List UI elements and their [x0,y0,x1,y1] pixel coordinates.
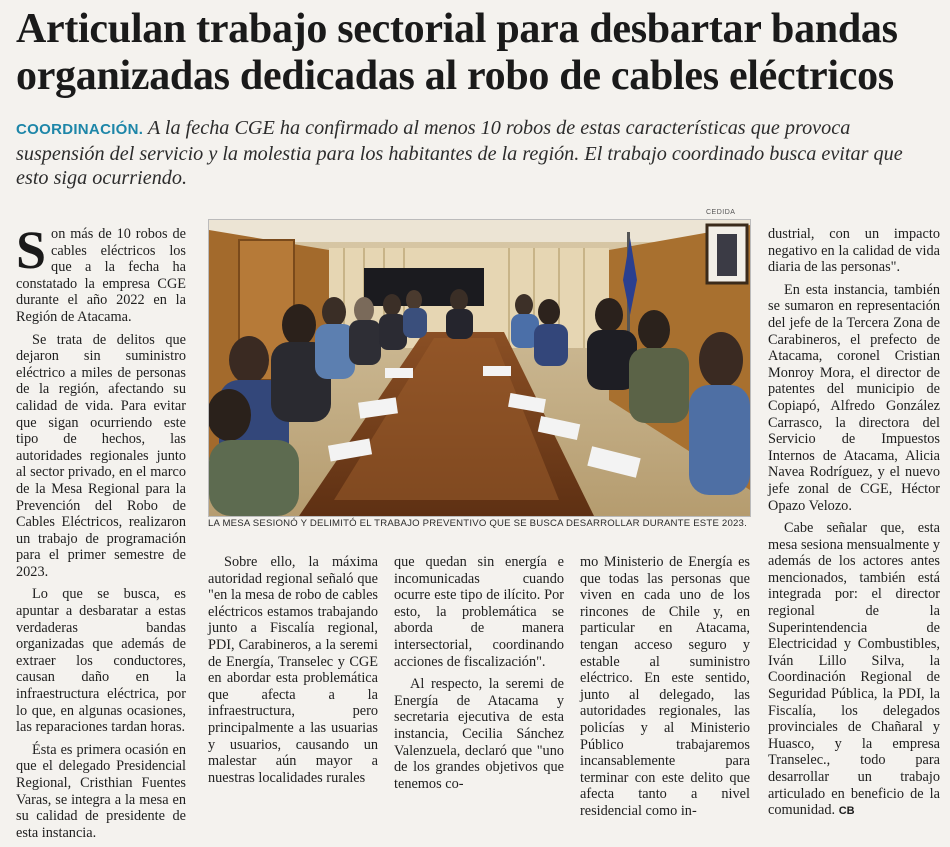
lead-paragraph [16,116,936,190]
paragraph: Se trata de delitos que dejaron sin suministro eléctrico a miles de personas de la región, afectando su calidad de vida. Para evitar que sigan ocurriendo este tipo de hechos, las autoridades regionales junto al sector privado, en el marco de la Mesa Regional para la Prevención del Robo de Cables Eléctricos, realizaron un trabajo de programación para el primer semestre de 2023. [16,331,186,580]
photo-credit: CEDIDA [706,209,736,216]
lead-kicker: COORDINACIÓN. [16,121,144,138]
article-column-2 [208,554,378,792]
meeting-photo-illustration [209,220,750,516]
headline-line-2: organizadas dedicadas al robo de cables eléctricos [16,53,894,99]
article-column-3 [394,554,564,798]
photo-caption: LA MESA SESIONÓ Y DELIMITÓ EL TRABAJO PREVENTIVO QUE SE BUSCA DESARROLLAR DURANTE ESTE 2023. [208,518,747,529]
paragraph: Al respecto, la seremi de Energía de Atacama y secretaria ejecutiva de esta instancia, Cecilia Sánchez Valenzuela, declaró que "uno de los grandes objetivos que tenemos co- [394,676,564,792]
paragraph: mo Ministerio de Energía es que todas las personas que viven en cada uno de los rincones de Chile y, en particular en Atacama, tengan acceso seguro y estable al suministro eléctrico. En este sentido, junto al delegado, las autoridades regionales, las policías y al Ministerio Público trabajaremos incansablemente para terminar con este delito que afecta tanto a nivel residencial como in- [580,554,750,819]
paragraph: Sobre ello, la máxima autoridad regional señaló que "en la mesa de robo de cables eléctricos estamos trabajando junto a Fiscalía regional, PDI, Carabineros, a la seremi de Energía, Transelec y CGE en abordar esta problemática que afecta a la infraestructura, pero principalmente a las usuarias y usuarios, causando un malestar aún mayor a nuestras localidades rurales [208,554,378,786]
end-mark: CB [838,805,855,818]
paragraph: Cabe señalar que, esta mesa sesiona mensualmente y además de los actores antes mencionados, también está integrada por: el director regional de la Superintendencia de Electricidad y Combustibles, Iván Lillo Silva, la Coordinación Regional de Seguridad Pública, la PDI, la Fiscalía, los delegados provinciales de Chañaral y Huasco, y la empresa Transelec., todo para desarrollar un trabajo articulado en beneficio de la comunidad. CB [768,520,940,819]
article-column-4 [580,554,750,826]
paragraph: Ésta es primera ocasión en que el delegado Presidencial Regional, Cristhian Fuentes Varas, se integra a la mesa en su calidad de presidente de esta instancia. [16,741,186,841]
paragraph: que quedan sin energía e incomunicadas cuando ocurre este tipo de ilícito. Por esto, la problemática se aborda de manera intersectorial, coordinando acciones de fiscalización". [394,554,564,670]
article-column-1 [16,220,186,847]
paragraph: dustrial, con un impacto negativo en la calidad de vida diaria de las personas". [768,226,940,276]
lead-text: A la fecha CGE ha confirmado al menos 10 robos de estas características que provoca suspensión del servicio y la molestia para los habitantes de la región. El trabajo coordinado busca evitar que esto siga ocurriendo. [16,117,903,189]
paragraph: Lo que se busca, es apuntar a desbaratar a estas verdaderas bandas organizadas que además de extraer los conductores, causan daño en la infraestructura eléctrica, por lo que, en algunas ocasiones, las reparaciones tardan horas. [16,586,186,736]
meeting-photo [208,219,751,517]
article-column-5 [768,226,940,826]
headline-line-1: Articulan trabajo sectorial para desbartar bandas [16,6,898,52]
paragraph: En esta instancia, también se sumaron en representación del jefe de la Tercera Zona de Carabineros, el prefecto de Atacama, coronel Cristian Monroy Mora, el director de patentes del municipio de Copiapó, Alfredo González Carrasco, la directora del Servicio de Impuestos Internos de Atacama, Alicia Navea Rodríguez, y el nuevo jefe zonal de CGE, Héctor Opazo Velozo. [768,281,940,514]
paragraph: Son más de 10 robos de cables eléctricos los que a la fecha ha constatado la empresa CGE durante el año 2022 en la Región de Atacama. [16,220,186,325]
drop-cap: S [16,220,47,280]
headline [16,6,936,100]
